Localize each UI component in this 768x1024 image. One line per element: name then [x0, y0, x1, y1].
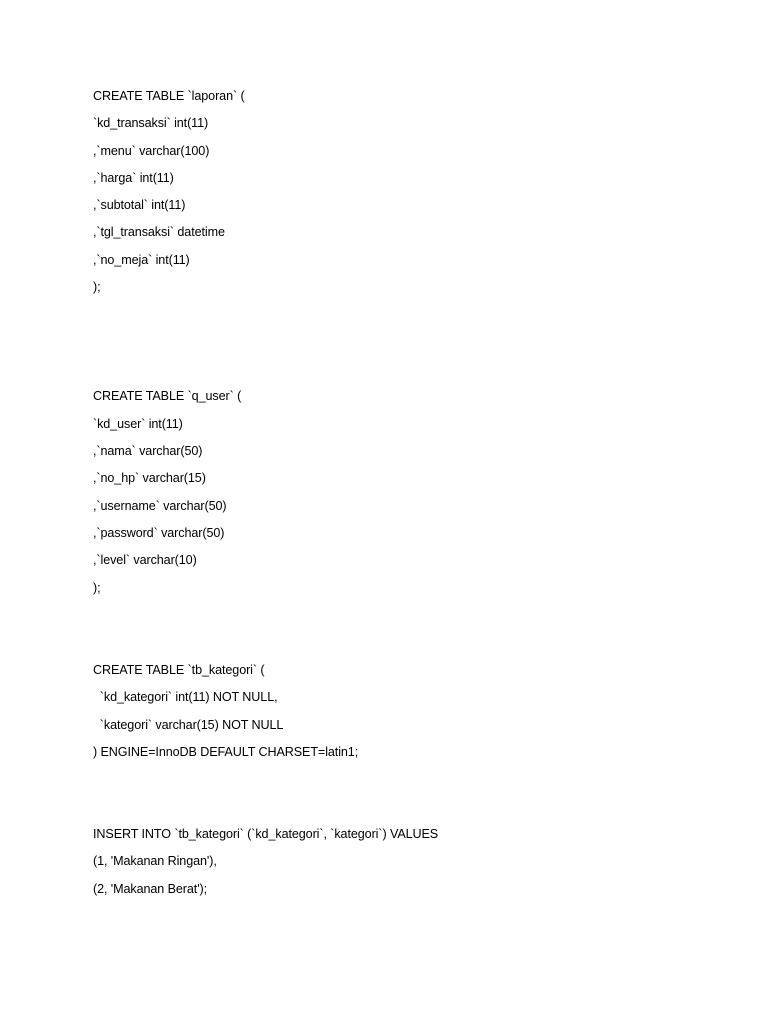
- sql-line: ,`username` varchar(50): [93, 499, 227, 513]
- sql-line: (1, 'Makanan Ringan'),: [93, 854, 217, 868]
- sql-line: );: [93, 581, 101, 595]
- sql-line: (2, 'Makanan Berat');: [93, 882, 208, 896]
- sql-line: ,`no_meja` int(11): [93, 253, 190, 267]
- sql-line: ,`tgl_transaksi` datetime: [93, 225, 225, 239]
- sql-line: `kd_kategori` int(11) NOT NULL,: [93, 690, 278, 704]
- sql-line: `kategori` varchar(15) NOT NULL: [93, 718, 284, 732]
- sql-line: CREATE TABLE `laporan` (: [93, 89, 245, 103]
- sql-line: ) ENGINE=InnoDB DEFAULT CHARSET=latin1;: [93, 745, 359, 759]
- sql-line: ,`no_hp` varchar(15): [93, 471, 206, 485]
- sql-line: ,`nama` varchar(50): [93, 444, 203, 458]
- sql-line: ,`password` varchar(50): [93, 526, 225, 540]
- sql-line: `kd_user` int(11): [93, 417, 183, 431]
- sql-line: CREATE TABLE `tb_kategori` (: [93, 663, 265, 677]
- sql-line: );: [93, 280, 101, 294]
- sql-line: ,`subtotal` int(11): [93, 198, 186, 212]
- sql-line: `kd_transaksi` int(11): [93, 116, 209, 130]
- sql-line: CREATE TABLE `q_user` (: [93, 389, 242, 403]
- sql-line: ,`menu` varchar(100): [93, 144, 210, 158]
- sql-line: ,`level` varchar(10): [93, 553, 197, 567]
- sql-line: INSERT INTO `tb_kategori` (`kd_kategori`, `kategori`) VALUES: [93, 827, 439, 841]
- sql-line: ,`harga` int(11): [93, 171, 174, 185]
